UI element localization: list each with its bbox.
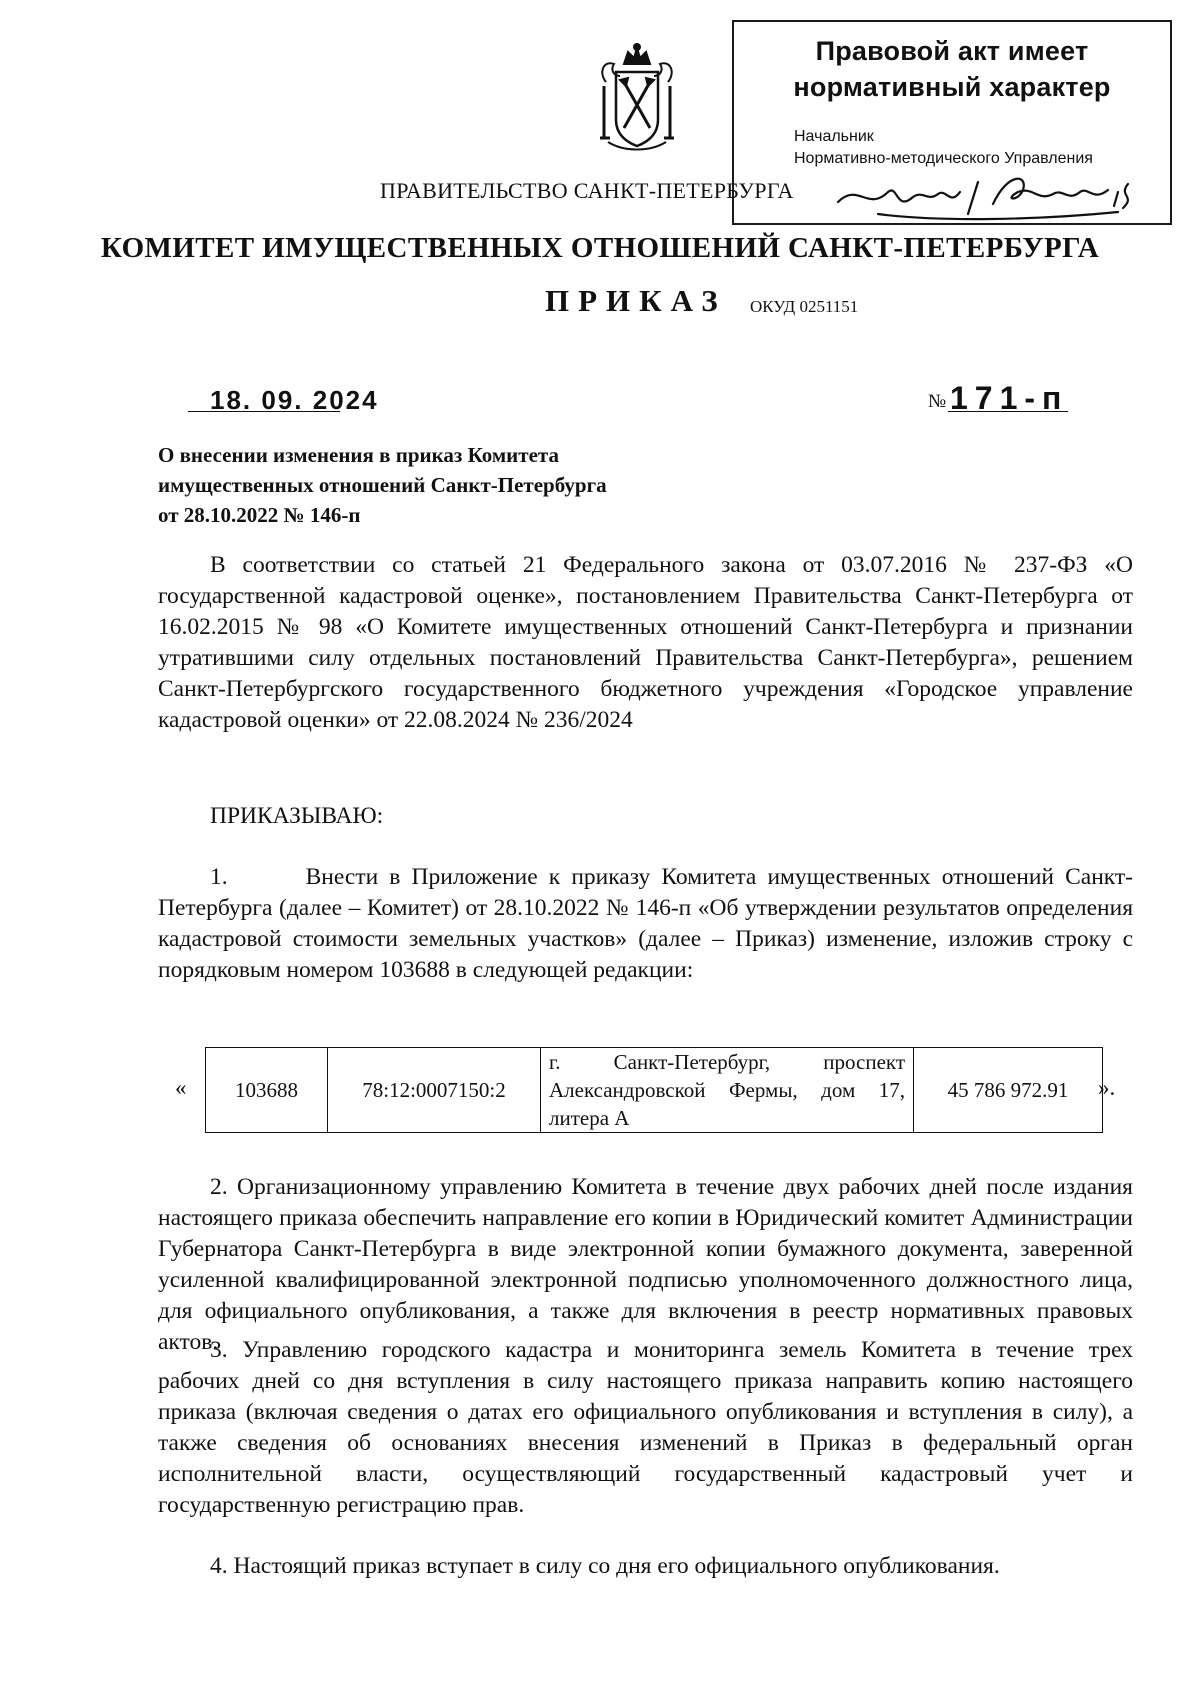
- stamp-line-2: нормативный характер: [793, 72, 1111, 102]
- table-row: [206, 1048, 1103, 1133]
- table-quote-open: «: [175, 1075, 187, 1100]
- document-date: 18. 09. 2024: [210, 385, 379, 415]
- item-1-text: Внести в Приложение к приказу Комитета имущественных отношений Санкт-Петербурга (далее – Комитет) от 28.10.2022 № 146-п «Об утверждении результатов определения кадастровой стоимости земельных участков» (далее – Приказ) изменение, изложив строку с порядковым номером 103688 в следующей редакции:: [158, 864, 1133, 983]
- item-1-paragraph: [158, 862, 1133, 986]
- stamp-line-3: Начальник: [794, 128, 874, 145]
- okud-code: ОКУД 0251151: [750, 297, 859, 316]
- cell-cadastral-value: 45 786 972.91: [914, 1048, 1103, 1133]
- coat-of-arms-icon: [594, 42, 680, 154]
- subject-line-3: от 28.10.2022 № 146-п: [158, 503, 361, 527]
- item-4-paragraph: [158, 1551, 1133, 1582]
- amendment-table: [205, 1047, 1103, 1133]
- number-underline: [948, 411, 1068, 412]
- signature-icon: [818, 162, 1188, 232]
- item-4-text: 4. Настоящий приказ вступает в силу со дня его официального опубликования.: [210, 1553, 1000, 1579]
- cell-cadastral-number: 78:12:0007150:2: [328, 1048, 541, 1133]
- cell-address: г. Санкт-Петербург, проспект Александровской Фермы, дом 17, литера А: [541, 1048, 914, 1133]
- cell-row-number: 103688: [206, 1048, 328, 1133]
- item-3-text: 3. Управлению городского кадастра и мониторинга земель Комитета в течение трех рабочих дней со дня вступления в силу настоящего приказа направить копию настоящего приказа (включая сведения о датах его официального опубликования и вступления в силу), а также сведения об основаниях внесения изменений в Приказ в федеральный орган исполнительной власти, осуществляющий государственный кадастровый учет и государственную регистрацию прав.: [158, 1337, 1133, 1518]
- date-underline: [188, 411, 340, 412]
- item-2-paragraph: [158, 1172, 1133, 1358]
- intro-text: В соответствии со статьей 21 Федерального закона от 03.07.2016 № 237-ФЗ «О государственной кадастровой оценке», постановлением Правительства Санкт-Петербурга от 16.02.2015 № 98 «О Комитете имущественных отношений Санкт-Петербурга и признании утратившими силу отдельных постановлений Правительства Санкт-Петербурга», решением Санкт-Петербургского государственного бюджетного учреждения «Городское управление кадастровой оценки» от 22.08.2024 № 236/2024: [158, 552, 1133, 733]
- stamp-line-1: Правовой акт имеет: [815, 36, 1089, 66]
- government-title: ПРАВИТЕЛЬСТВО САНКТ-ПЕТЕРБУРГА: [380, 178, 794, 203]
- committee-title: КОМИТЕТ ИМУЩЕСТВЕННЫХ ОТНОШЕНИЙ САНКТ-ПЕТЕРБУРГА: [100, 232, 1100, 264]
- subject-line-2: имущественных отношений Санкт-Петербурга: [158, 473, 607, 497]
- order-word: ПРИКАЗЫВАЮ:: [210, 803, 384, 829]
- document-type: ПРИКАЗ: [545, 283, 727, 318]
- item-1-number: 1.: [210, 864, 228, 890]
- stamp-line-4: Нормативно-методического Управления: [794, 150, 1093, 167]
- table-quote-close: ».: [1098, 1075, 1116, 1100]
- item-2-text: 2. Организационному управлению Комитета в течение двух рабочих дней после издания настоящего приказа обеспечить направление его копии в Юридический комитет Администрации Губернатора Санкт-Петербурга в виде электронной копии бумажного документа, заверенной усиленной квалифицированной электронной подписью уполномоченного должностного лица, для официального опубликования, а также для включения в реестр нормативных правовых актов.: [158, 1174, 1133, 1355]
- document-subject: [158, 440, 607, 530]
- number-sign: №: [928, 391, 947, 412]
- document-number: 171-п: [950, 380, 1069, 416]
- subject-line-1: О внесении изменения в приказ Комитета: [158, 443, 559, 467]
- item-3-paragraph: [158, 1335, 1133, 1521]
- intro-paragraph: [158, 550, 1133, 736]
